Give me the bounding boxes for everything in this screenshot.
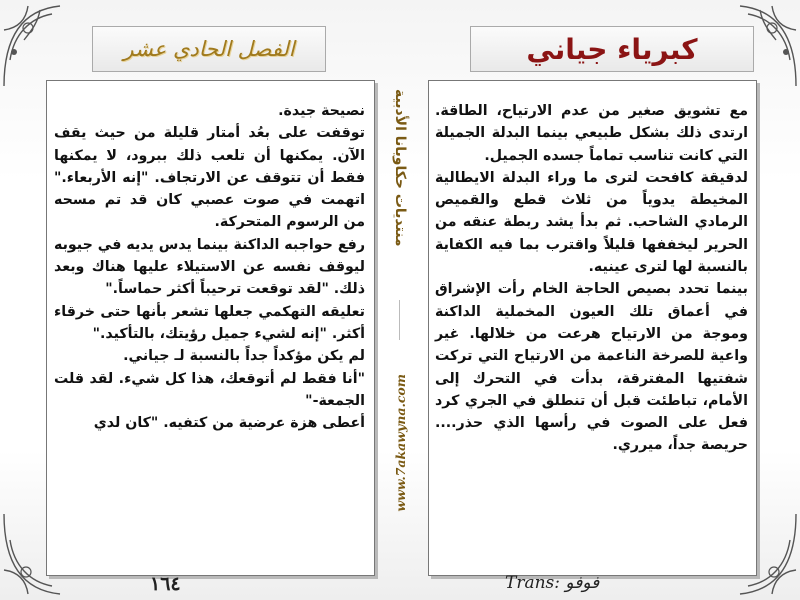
right-page-text <box>435 100 748 457</box>
corner-ornament-icon <box>0 0 90 90</box>
chapter-title: الفصل الحادي عشر <box>123 37 295 61</box>
chapter-title-box <box>92 26 326 72</box>
forum-name: منتديات حكاويانا الأدبية <box>392 89 408 247</box>
translator-credit: Trans: فوفو <box>505 573 600 593</box>
paragraph: رفع حواجبه الداكنة بينما يدس يديه في جيوبه ليوقف نفسه عن الاستيلاء عليها هناك وبعد ذلك. "لقد توقعت ترحيباً أكثر حماساً." <box>53 236 365 298</box>
paragraph: لم يكن مؤكداً جداً بالنسبة لـ جياني. <box>123 348 365 365</box>
spine-divider <box>399 300 400 340</box>
book-title: كبرياء جياني <box>526 32 698 66</box>
book-title-box <box>470 26 754 72</box>
paragraph: لدقيقة كافحت لترى ما وراء البدلة الايطالية المخيطة يدوياً من ثلاث قطع والقميص الرمادي الشاحب. ثم بدأ يشد ربطة عنقه من الحرير ليخففها قليلاً واقترب بما فيه الكفاية بالنسبة لها لترى عينيه. <box>435 169 748 276</box>
paragraph: تعليقه التهكمي جعلها تشعر بأنها حتى خرقاء أكثر. "إنه لشيء جميل رؤيتك، بالتأكيد." <box>54 303 365 342</box>
paragraph: توقفت على بعُد أمتار قليلة من حيث يقف الآن. يمكنها أن تلعب ذلك ببرود، لا يمكنها فقط أن تتوقف عن الارتجاف. "إنه الأربعاء." اتهمت في صوت عصبي كان قد تم مسحه من الرسوم المتحركة. <box>54 125 365 231</box>
paragraph: مع تشويق صغير من عدم الارتياح، الطاقة. ارتدى ذلك بشكل طبيعي بينما البدلة الجميلة التي كانت تناسب تماماً جسده الجميل. <box>435 103 748 164</box>
paragraph: أعطى هزة عرضية من كتفيه. "كان لدي <box>93 415 365 432</box>
paragraph: بينما تحدد بصيص الحاجة الخام رأت الإشراق في أعماق تلك العيون المخملية الداكنة وموجة من الارتياح هرعت من خلالها. غير واعية للصرخة الناعمة من الارتياح التي تركت شفتيها المفترقة، بدأت في التحرك إلى الأمام، تباطئت قبل أن تنطلق في الجري كرد فعل على الصوت في رأسها الذي حذر.... حريصة جداً، ميرري. <box>435 281 748 454</box>
paragraph: "أنا فقط لم أتوقعك، هذا كل شيء. لقد قلت الجمعة-" <box>54 370 365 409</box>
paragraph: نصيحة جيدة. <box>278 103 365 119</box>
spine-forum-name <box>387 38 413 298</box>
left-page-text <box>54 100 365 434</box>
page-number: ١٦٤ <box>150 573 181 595</box>
spine-site-url <box>386 340 414 545</box>
site-url-link[interactable]: www.7akawyna.com <box>392 373 408 512</box>
